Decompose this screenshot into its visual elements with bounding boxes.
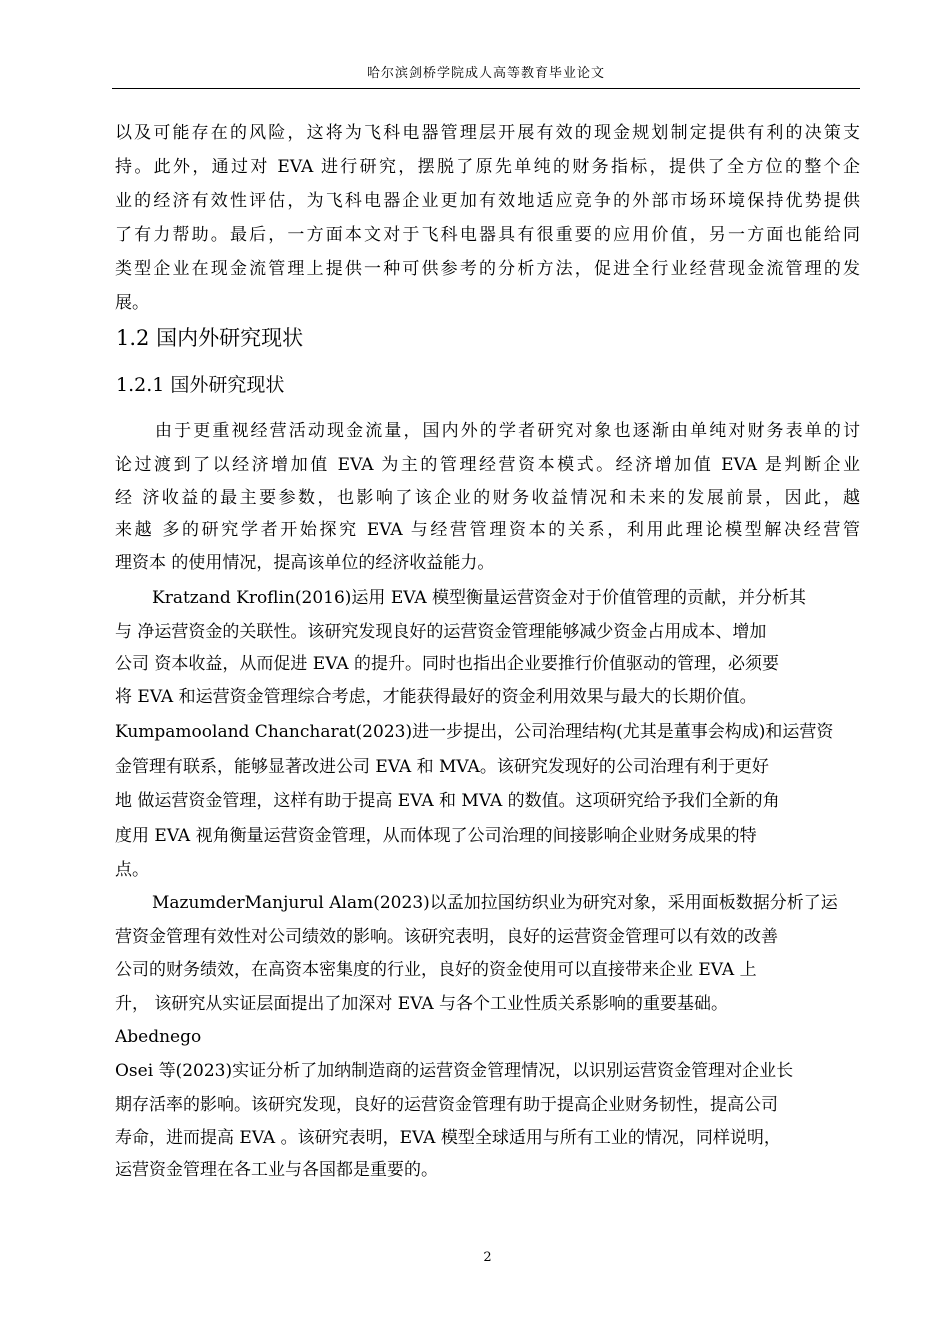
body-line: 运营资金管理在各工业与各国都是重要的。 — [115, 1160, 438, 1180]
body-line: 寿命，进而提高 EVA 。该研究表明，EVA 模型全球适用与所有工业的情况，同样说明， — [115, 1128, 781, 1148]
header-rule — [112, 88, 860, 89]
body-line: Kratzand Kroflin(2016)运用 EVA 模型衡量运营资金对于价值管理的贡献，并分析其 — [152, 588, 807, 608]
body-line: 由于更重视经营活动现金流量，国内外的学者研究对象也逐渐由单纯对财务表单的讨 — [155, 421, 860, 441]
body-line: 公司的财务绩效，在高资本密集度的行业，良好的资金使用可以直接带来企业 EVA 上 — [115, 960, 757, 980]
body-line: 度用 EVA 视角衡量运营资金管理，从而体现了公司治理的间接影响企业财务成果的特 — [115, 826, 757, 846]
body-line: 以及可能存在的风险，这将为飞科电器管理层开展有效的现金规划制定提供有利的决策支 — [115, 123, 860, 143]
body-line: Osei 等(2023)实证分析了加纳制造商的运营资金管理情况，以识别运营资金管理对企业长 — [115, 1061, 794, 1081]
body-line: 业的经济有效性评估，为飞科电器企业更加有效地适应竞争的外部市场环境保持优势提供 — [115, 191, 860, 211]
body-line: 地 做运营资金管理，这样有助于提高 EVA 和 MVA 的数值。这项研究给予我们全新的角 — [115, 791, 780, 811]
body-line: 来越 多的研究学者开始探究 EVA 与经营管理资本的关系，利用此理论模型解决经营管 — [115, 520, 860, 540]
body-line: 金管理有联系，能够显著改进公司 EVA 和 MVA。该研究发现好的公司治理有利于更好 — [115, 757, 769, 777]
body-line: 了有力帮助。最后，一方面本文对于飞科电器具有很重要的应用价值，另一方面也能给同 — [115, 225, 860, 245]
body-line: Kumpamooland Chancharat(2023)进一步提出，公司治理结构(尤其是董事会构成)和运营资 — [115, 722, 834, 742]
body-line: 持。此外，通过对 EVA 进行研究，摆脱了原先单纯的财务指标，提供了全方位的整个企 — [115, 157, 860, 177]
body-line: 论过渡到了以经济增加值 EVA 为主的管理经营资本模式。经济增加值 EVA 是判断企业 — [115, 455, 860, 475]
body-line: 理资本 的使用情况，提高该单位的经济收益能力。 — [115, 553, 495, 573]
body-line: MazumderManjurul Alam(2023)以孟加拉国纺织业为研究对象，采用面板数据分析了运 — [152, 893, 838, 913]
body-line: 公司 资本收益，从而促进 EVA 的提升。同时也指出企业要推行价值驱动的管理，必须要 — [115, 654, 780, 674]
body-line: 期存活率的影响。该研究发现，良好的运营资金管理有助于提高企业财务韧性，提高公司 — [115, 1095, 778, 1115]
section-heading-1-2: 1.2 国内外研究现状 — [116, 326, 304, 350]
body-line: 升， 该研究从实证层面提出了加深对 EVA 与各个工业性质关系影响的重要基础。 — [115, 994, 729, 1014]
body-line: 与 净运营资金的关联性。该研究发现良好的运营资金管理能够减少资金占用成本、增加 — [115, 622, 767, 642]
page-number: 2 — [483, 1250, 492, 1265]
running-header: 哈尔滨剑桥学院成人高等教育毕业论文 — [366, 66, 605, 81]
body-line: 展。 — [115, 293, 149, 313]
body-line: Abednego — [115, 1027, 202, 1047]
body-line: 将 EVA 和运营资金管理综合考虑，才能获得最好的资金利用效果与最大的长期价值。 — [115, 687, 757, 707]
subsection-heading-1-2-1: 1.2.1 国外研究现状 — [116, 374, 285, 396]
body-line: 类型企业在现金流管理上提供一种可供参考的分析方法，促进全行业经营现金流管理的发 — [115, 259, 860, 279]
body-line: 经 济收益的最主要参数，也影响了该企业的财务收益情况和未来的发展前景，因此，越 — [115, 488, 860, 508]
body-line: 点。 — [115, 860, 149, 880]
body-line: 营资金管理有效性对公司绩效的影响。该研究表明，良好的运营资金管理可以有效的改善 — [115, 927, 778, 947]
